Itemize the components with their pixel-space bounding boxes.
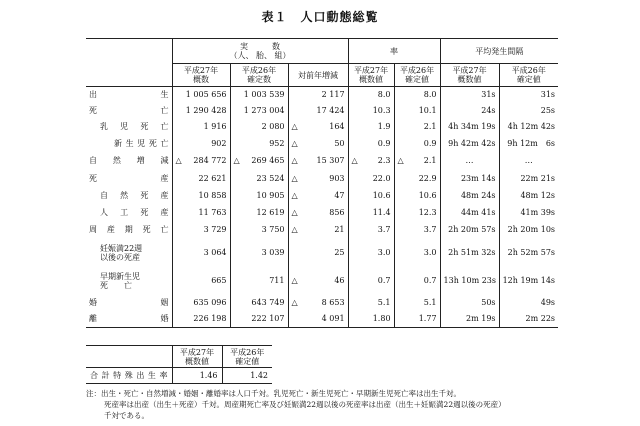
- table-row: [86, 311, 558, 328]
- cell-value: 5.1: [377, 298, 391, 307]
- cell-h26: [230, 239, 288, 267]
- cell-h26: [230, 221, 288, 239]
- row-label: 死 亡: [89, 105, 169, 115]
- cell-h27: [172, 295, 230, 311]
- cell-value: 2 080: [261, 122, 285, 131]
- cell-h27: [172, 204, 230, 221]
- cell-h26: [230, 311, 288, 328]
- row-label: 死 産: [89, 173, 169, 183]
- cell-value: 2.1: [423, 122, 437, 131]
- cell-value: 3 729: [203, 225, 227, 234]
- cell-h26: [230, 119, 288, 135]
- cell-i26: 12h 19m 14s: [499, 267, 558, 295]
- cell-value: 1 273 004: [243, 105, 285, 115]
- cell-value: 3 064: [203, 248, 227, 257]
- cell-i27: 2h 51m 32s: [440, 239, 499, 267]
- cell-r27: [348, 119, 394, 135]
- table-row: [86, 102, 558, 119]
- decrease-mark: △: [175, 156, 182, 165]
- row-label: 周産期死亡: [89, 225, 169, 234]
- table-row: [86, 204, 558, 221]
- table-row: [86, 221, 558, 239]
- cell-value: 23 524: [256, 173, 285, 183]
- cell-value: 1.80: [372, 314, 391, 324]
- row-label-line-2: 死 亡: [100, 280, 132, 290]
- cell-r27: [348, 295, 394, 311]
- vital-statistics-table: [86, 38, 558, 328]
- cell-r27: [348, 187, 394, 204]
- cell-value: 1 005 656: [185, 89, 227, 99]
- cell-diff: 15 307: [316, 156, 345, 165]
- row-label-line-1: 妊娠満22週: [100, 243, 143, 253]
- cell-value: 269 465: [251, 156, 285, 165]
- cell-value: 3.7: [423, 225, 437, 234]
- cell-r27: [348, 311, 394, 328]
- cell-value: 0.9: [423, 138, 437, 148]
- cell-i26: 31s: [499, 87, 558, 102]
- cell-h26: [230, 135, 288, 152]
- cell-diff: 2 117: [321, 89, 345, 99]
- header-h27: 平成27年 概数: [172, 64, 230, 87]
- cell-diff: 17 424: [316, 105, 345, 115]
- cell-h27: [172, 311, 230, 328]
- cell-value: 8.0: [423, 89, 437, 99]
- cell-decrease-mark: △: [288, 295, 302, 311]
- cell-value: 222 107: [251, 314, 285, 324]
- footnote-line-2: 死産率は出産（出生＋死産）千対。周産期死亡率及び妊娠満22週以後の死産率は出産（出生＋妊娠満22週以後の死産）: [104, 400, 506, 409]
- cell-value: 2.3: [377, 156, 391, 165]
- cell-decrease-mark: [288, 87, 302, 102]
- cell-decrease-mark: △: [288, 170, 302, 187]
- cell-i26: 48m 12s: [499, 187, 558, 204]
- cell-decrease-mark: [288, 102, 302, 119]
- tfr-label: 合計特殊出生率: [86, 368, 172, 384]
- cell-value: 10.6: [418, 190, 437, 200]
- header-jitsusu-sub: （人、 胎、 組）: [229, 51, 291, 60]
- cell-diff: 4 091: [302, 311, 348, 328]
- table-row: [86, 267, 558, 295]
- cell-decrease-mark: △: [288, 267, 302, 295]
- tfr-corner: [86, 346, 172, 368]
- cell-value: 0.7: [423, 276, 437, 285]
- cell-diff: 21: [334, 225, 345, 234]
- cell-r26: [394, 87, 440, 102]
- cell-value: 22 621: [198, 173, 227, 183]
- cell-i26: 2m 22s: [499, 311, 558, 328]
- table-row: [86, 135, 558, 152]
- row-label-line-1: 早期新生児: [100, 271, 140, 281]
- table-row: [86, 239, 558, 267]
- cell-value: 226 198: [193, 314, 227, 324]
- cell-r27: [348, 102, 394, 119]
- table-row: [86, 170, 558, 187]
- cell-h27: [172, 267, 230, 295]
- cell-value: 12 619: [256, 207, 285, 217]
- cell-value: 3.0: [377, 248, 391, 257]
- cell-i26: 9h 12m 6s: [499, 135, 558, 152]
- table-title: 表１ 人口動態総覧: [261, 10, 379, 24]
- cell-diff: 25: [334, 248, 345, 257]
- cell-r26: [394, 204, 440, 221]
- cell-value: 3.0: [423, 248, 437, 257]
- tfr-header-h27: 平成27年 概数値: [172, 346, 222, 368]
- row-label: [86, 267, 172, 295]
- cell-i27: 48m 24s: [440, 187, 499, 204]
- header-r27: 平成27年 概数値: [348, 64, 394, 87]
- table-row: [86, 187, 558, 204]
- cell-h27: [172, 221, 230, 239]
- cell-value: 902: [211, 138, 227, 148]
- footnote-line-1: 注：出生・死亡・自然増減・婚姻・離婚率は人口千対。乳児死亡・新生児死亡・早期新生児死亡率は出生千対。: [86, 389, 461, 398]
- cell-value: 10.3: [372, 105, 391, 115]
- cell-h26: [230, 102, 288, 119]
- tfr-value-h27: 1.46: [172, 368, 222, 384]
- cell-r26: [394, 152, 440, 170]
- cell-diff: 903: [329, 173, 345, 183]
- cell-i27: …: [440, 152, 499, 170]
- cell-i27: 31s: [440, 87, 499, 102]
- tfr-table: [86, 345, 272, 384]
- cell-i27: 4h 34m 19s: [440, 119, 499, 135]
- cell-r27: [348, 204, 394, 221]
- row-label: 出 生: [89, 89, 169, 99]
- decrease-mark: △: [233, 156, 240, 165]
- cell-decrease-mark: [288, 311, 302, 328]
- cell-i26: 25s: [499, 102, 558, 119]
- cell-r27: [348, 221, 394, 239]
- header-h26: 平成26年 確定数: [230, 64, 288, 87]
- cell-value: 1.9: [377, 122, 391, 131]
- cell-value: 22.9: [418, 173, 437, 183]
- header-jitsusu-label: 実 数: [240, 42, 281, 51]
- cell-value: 1 916: [203, 122, 227, 131]
- cell-r26: [394, 221, 440, 239]
- row-label: 自然死産: [100, 190, 169, 200]
- cell-decrease-mark: △: [288, 221, 302, 239]
- cell-i27: 2m 19s: [440, 311, 499, 328]
- header-r26: 平成26年 確定値: [394, 64, 440, 87]
- cell-diff: 46: [334, 276, 345, 285]
- cell-value: 11 763: [198, 207, 227, 217]
- cell-i26: 4h 12m 42s: [499, 119, 558, 135]
- cell-h26: [230, 187, 288, 204]
- tfr-value-h26: 1.42: [222, 368, 272, 384]
- cell-value: 1.77: [418, 314, 437, 324]
- cell-h27: [172, 135, 230, 152]
- cell-h26: [230, 204, 288, 221]
- cell-value: 711: [269, 276, 285, 285]
- cell-i27: 2h 20m 57s: [440, 221, 499, 239]
- table-row: [86, 152, 558, 170]
- cell-i27: 24s: [440, 102, 499, 119]
- cell-r27: [348, 170, 394, 187]
- row-label: 人工死産: [100, 207, 169, 217]
- cell-value: 0.9: [377, 138, 391, 148]
- header-zenen: 対前年増減: [288, 64, 348, 87]
- row-label: 離 婚: [86, 311, 172, 328]
- cell-r26: [394, 135, 440, 152]
- cell-value: 284 772: [193, 156, 227, 165]
- cell-h27: [172, 239, 230, 267]
- footnote: [86, 388, 506, 421]
- cell-value: 0.7: [377, 276, 391, 285]
- cell-decrease-mark: △: [288, 187, 302, 204]
- row-label: 婚 姻: [89, 298, 169, 307]
- cell-value: 10 858: [198, 190, 227, 200]
- cell-r27: [348, 239, 394, 267]
- cell-r27: [348, 135, 394, 152]
- cell-value: 12.3: [418, 207, 437, 217]
- header-i26: 平成26年 確定値: [499, 64, 558, 87]
- cell-h26: [230, 170, 288, 187]
- cell-h27: [172, 152, 230, 170]
- cell-value: 1 290 428: [185, 105, 227, 115]
- cell-decrease-mark: [288, 239, 302, 267]
- cell-h26: [230, 152, 288, 170]
- cell-r26: [394, 187, 440, 204]
- cell-value: 2.1: [423, 156, 437, 165]
- header-heikin: 平均発生間隔: [440, 39, 558, 64]
- cell-r27: [348, 152, 394, 170]
- cell-diff: 47: [334, 190, 345, 200]
- cell-i27: 23m 14s: [440, 170, 499, 187]
- footnote-line-3: 千対である。: [104, 411, 149, 420]
- cell-diff: 50: [334, 138, 345, 148]
- cell-h27: [172, 170, 230, 187]
- cell-r26: [394, 267, 440, 295]
- cell-r26: [394, 295, 440, 311]
- cell-value: 10.6: [372, 190, 391, 200]
- row-label: [86, 239, 172, 267]
- cell-h27: [172, 119, 230, 135]
- cell-value: 10 905: [256, 190, 285, 200]
- cell-value: 11.4: [372, 207, 391, 217]
- cell-i26: 2h 20m 10s: [499, 221, 558, 239]
- row-label: 新生児死亡: [114, 138, 169, 148]
- cell-value: 952: [269, 138, 285, 148]
- row-header-corner: [86, 39, 172, 87]
- cell-i26: …: [499, 152, 558, 170]
- cell-h26: [230, 295, 288, 311]
- cell-r26: [394, 170, 440, 187]
- header-ritsu: 率: [348, 39, 440, 64]
- cell-i26: 49s: [499, 295, 558, 311]
- cell-i26: 22m 21s: [499, 170, 558, 187]
- cell-value: 3 039: [261, 248, 285, 257]
- cell-decrease-mark: △: [288, 204, 302, 221]
- cell-r27: [348, 87, 394, 102]
- cell-r26: [394, 239, 440, 267]
- cell-h27: [172, 87, 230, 102]
- cell-value: 5.1: [423, 298, 437, 307]
- row-label-line-2: 以後の死産: [100, 252, 140, 262]
- cell-h26: [230, 87, 288, 102]
- cell-value: 22.0: [372, 173, 391, 183]
- cell-h26: [230, 267, 288, 295]
- decrease-mark: △: [351, 156, 358, 165]
- decrease-mark: △: [397, 156, 404, 165]
- cell-r26: [394, 102, 440, 119]
- table-row: [86, 87, 558, 102]
- cell-i26: 2h 52m 57s: [499, 239, 558, 267]
- cell-diff: 8 653: [321, 298, 345, 307]
- cell-decrease-mark: △: [288, 119, 302, 135]
- row-label: 自 然 増 減: [89, 156, 169, 165]
- cell-value: 3 750: [261, 225, 285, 234]
- cell-r27: [348, 267, 394, 295]
- cell-i27: 44m 41s: [440, 204, 499, 221]
- cell-h27: [172, 102, 230, 119]
- header-jitsusu: [172, 39, 348, 64]
- row-label: 乳児死亡: [100, 122, 169, 131]
- cell-i27: 50s: [440, 295, 499, 311]
- cell-value: 3.7: [377, 225, 391, 234]
- cell-value: 1 003 539: [243, 89, 285, 99]
- cell-diff: 856: [329, 207, 345, 217]
- cell-value: 665: [211, 276, 227, 285]
- cell-value: 643 749: [251, 298, 285, 307]
- cell-value: 635 096: [193, 298, 227, 307]
- cell-i26: 41m 39s: [499, 204, 558, 221]
- table-row: [86, 295, 558, 311]
- table-row: [86, 119, 558, 135]
- cell-diff: 164: [329, 122, 345, 131]
- cell-decrease-mark: △: [288, 135, 302, 152]
- cell-r26: [394, 311, 440, 328]
- cell-h27: [172, 187, 230, 204]
- header-i27: 平成27年 概数値: [440, 64, 499, 87]
- cell-r26: [394, 119, 440, 135]
- cell-decrease-mark: △: [288, 152, 302, 170]
- tfr-header-h26: 平成26年 確定値: [222, 346, 272, 368]
- cell-value: 8.0: [377, 89, 391, 99]
- cell-i27: 9h 42m 42s: [440, 135, 499, 152]
- cell-i27: 13h 10m 23s: [440, 267, 499, 295]
- cell-value: 10.1: [418, 105, 437, 115]
